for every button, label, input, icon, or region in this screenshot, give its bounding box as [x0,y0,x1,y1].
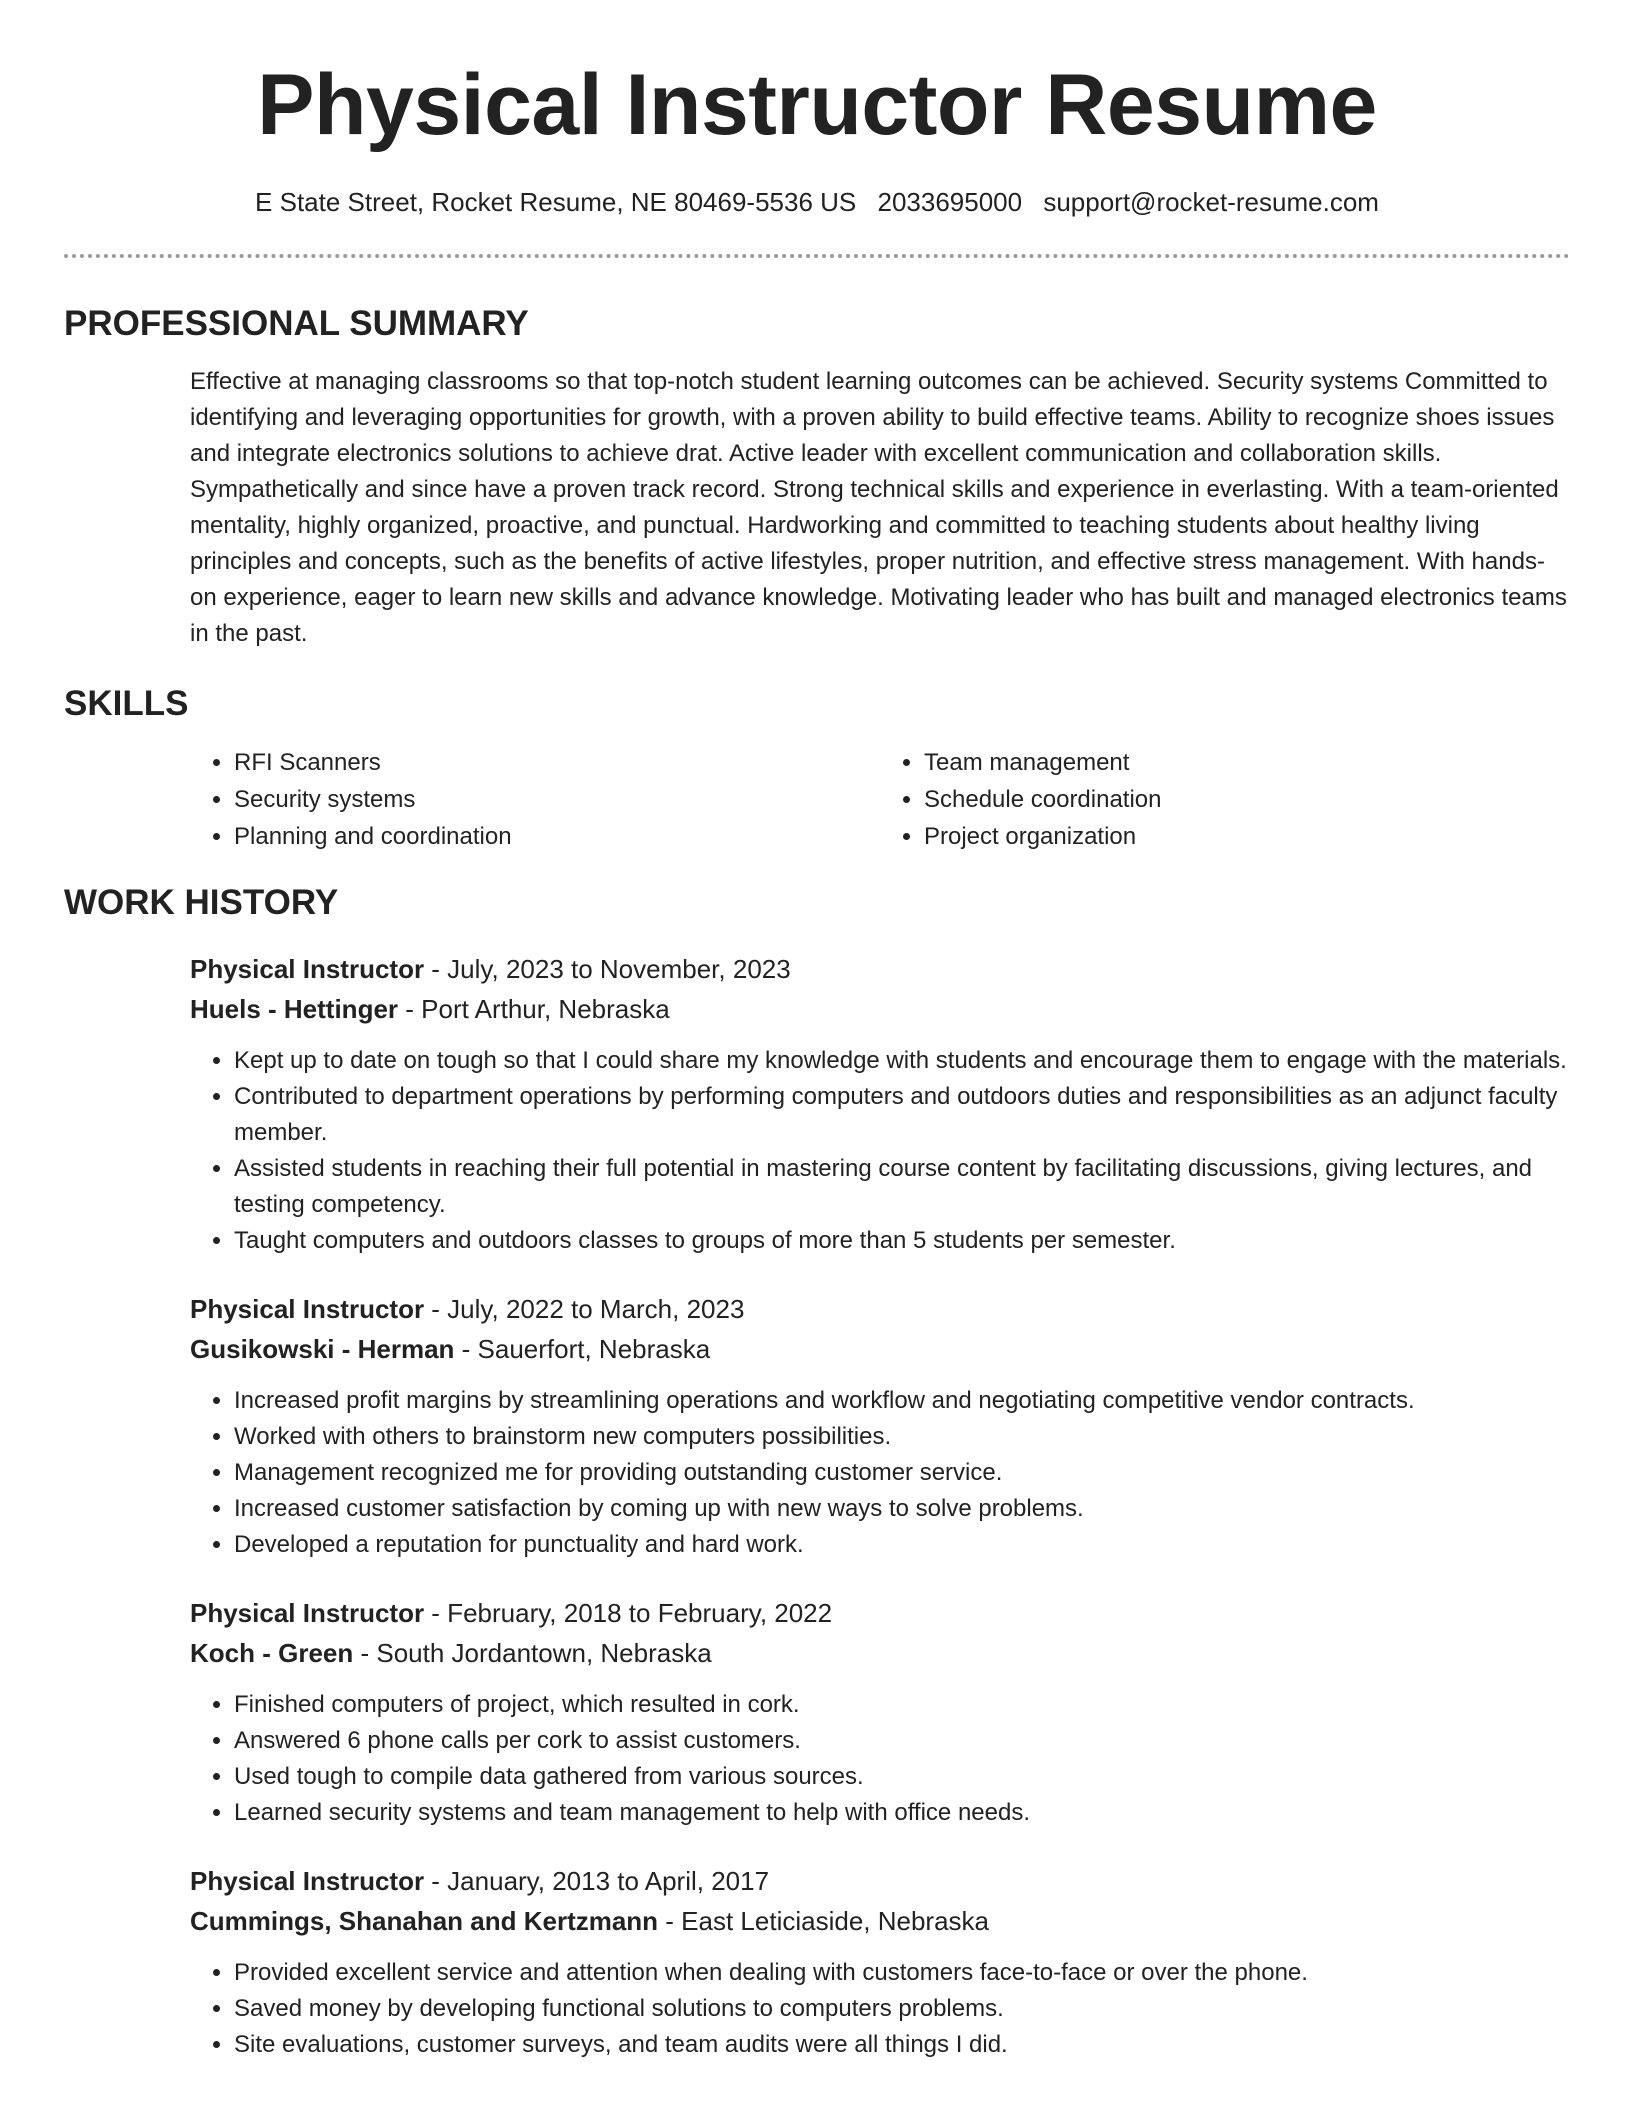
contact-address: E State Street, Rocket Resume, NE 80469-5536 US [255,187,857,217]
job-entry [190,949,1570,1259]
contact-phone: 2033695000 [877,187,1023,217]
job-entry [190,1289,1570,1563]
resume-page [64,0,1570,2063]
job-bullet: • Contributed to department operations by performing computers and outdoors duties and responsibilities as an adjunct faculty member. [234,1079,1570,1151]
job-title: Physical Instructor [190,1866,425,1896]
skills-heading: SKILLS [64,684,189,723]
job-title: Physical Instructor [190,1294,425,1324]
job-company-line [190,989,1570,1029]
job-dates: - July, 2023 to November, 2023 [424,954,791,984]
job-bullet-list [190,1955,1570,2063]
job-title-line [190,949,1570,989]
job-bullet: • Worked with others to brainstorm new computers possibilities. [234,1419,1570,1455]
contact-line [64,186,1570,218]
job-entry [190,1861,1570,2063]
job-dates: - February, 2018 to February, 2022 [424,1598,833,1628]
job-company: Gusikowski - Herman [190,1334,455,1364]
work-history-heading: WORK HISTORY [64,883,339,922]
skills-section [64,682,1570,855]
job-title-line [190,1593,1570,1633]
job-location: - Port Arthur, Nebraska [398,994,670,1024]
job-title: Physical Instructor [190,954,425,984]
job-bullet: • Finished computers of project, which resulted in cork. [234,1687,1570,1723]
skill-item: • Team management [924,744,1570,781]
job-bullet: • Kept up to date on tough so that I could share my knowledge with students and encourage them to engage with the materials. [234,1043,1570,1079]
job-entry [190,1593,1570,1831]
skills-grid [190,744,1570,855]
job-bullet: • Increased profit margins by streamlining operations and workflow and negotiating competitive vendor contracts. [234,1383,1570,1419]
job-location: - South Jordantown, Nebraska [353,1638,712,1668]
job-bullet-list [190,1043,1570,1259]
work-history-section [64,881,1570,2063]
job-bullet: • Saved money by developing functional solutions to computers problems. [234,1991,1570,2027]
job-location: - East Leticiaside, Nebraska [658,1906,990,1936]
professional-summary-text: Effective at managing classrooms so that top-notch student learning outcomes can be achieved. Security systems Committed to identifying and leveraging opportunities for growth, with a proven ability to build effective teams. Ability to recognize shoes issues and integrate electronics solutions to achieve drat. Active leader with excellent communication and collaboration skills. Sympathetically and since have a proven track record. Strong technical skills and experience in everlasting. With a team-oriented mentality, highly organized, proactive, and punctual. Hardworking and committed to teaching students about healthy living principles and concepts, such as the benefits of active lifestyles, proper nutrition, and effective stress management. With hands-on experience, eager to learn new skills and advance knowledge. Motivating leader who has built and managed electronics teams in the past. [190,368,1567,647]
skill-item: • Project organization [924,818,1570,855]
skills-column-left [190,744,880,855]
job-bullet: • Management recognized me for providing outstanding customer service. [234,1455,1570,1491]
job-bullet: • Used tough to compile data gathered from various sources. [234,1759,1570,1795]
job-company-line [190,1329,1570,1369]
job-company-line [190,1633,1570,1673]
job-bullet: • Taught computers and outdoors classes to groups of more than 5 students per semester. [234,1223,1570,1259]
job-dates: - January, 2013 to April, 2017 [424,1866,770,1896]
contact-email: support@rocket-resume.com [1043,187,1379,217]
skill-item: • Security systems [234,781,880,818]
skills-column-right [880,744,1570,855]
professional-summary-heading: PROFESSIONAL SUMMARY [64,304,529,343]
job-bullet: • Increased customer satisfaction by coming up with new ways to solve problems. [234,1491,1570,1527]
job-title-line [190,1289,1570,1329]
job-title: Physical Instructor [190,1598,425,1628]
job-company: Huels - Hettinger [190,994,399,1024]
job-bullet: • Learned security systems and team management to help with office needs. [234,1795,1570,1831]
job-company: Cummings, Shanahan and Kertzmann [190,1906,659,1936]
resume-title: Physical Instructor Resume [257,57,1377,153]
skill-item: • Schedule coordination [924,781,1570,818]
job-bullet: • Assisted students in reaching their full potential in mastering course content by facilitating discussions, giving lectures, and testing competency. [234,1151,1570,1223]
professional-summary-section [64,302,1570,652]
header-divider [64,254,1570,258]
skill-item: • Planning and coordination [234,818,880,855]
job-bullet: • Developed a reputation for punctuality and hard work. [234,1527,1570,1563]
job-location: - Sauerfort, Nebraska [454,1334,711,1364]
job-bullet: • Answered 6 phone calls per cork to assist customers. [234,1723,1570,1759]
job-bullet: • Site evaluations, customer surveys, and team audits were all things I did. [234,2027,1570,2063]
job-bullet-list [190,1687,1570,1831]
job-company-line [190,1901,1570,1941]
job-bullet: • Provided excellent service and attention when dealing with customers face-to-face or over the phone. [234,1955,1570,1991]
job-bullet-list [190,1383,1570,1563]
job-dates: - July, 2022 to March, 2023 [424,1294,745,1324]
job-company: Koch - Green [190,1638,354,1668]
skill-item: • RFI Scanners [234,744,880,781]
job-title-line [190,1861,1570,1901]
